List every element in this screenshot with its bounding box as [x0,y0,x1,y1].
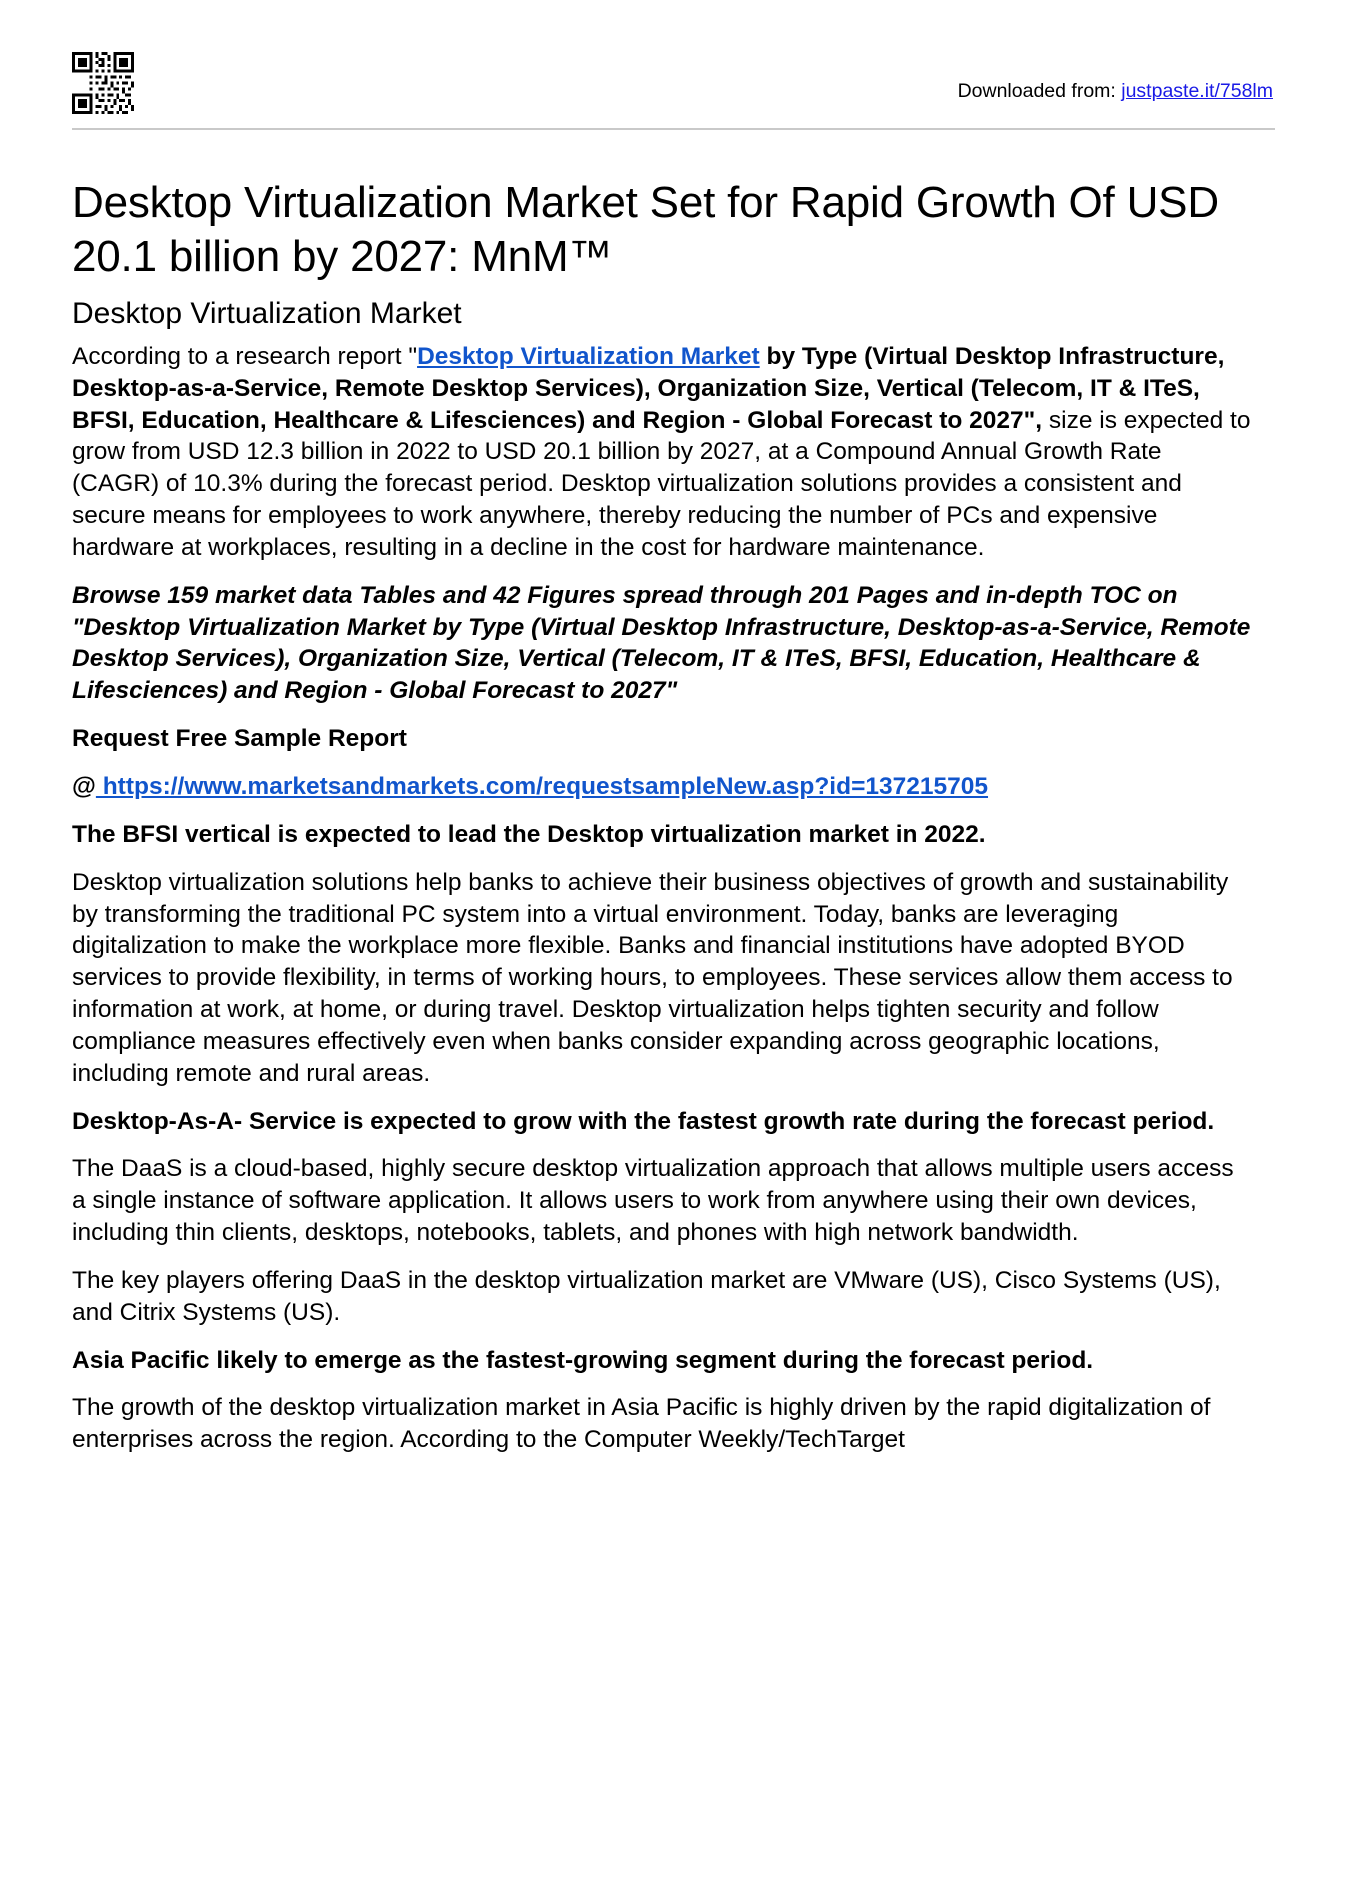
header-divider [72,128,1275,130]
intro-paragraph [72,341,1254,564]
daas-heading: Desktop-As-A- Service is expected to grow with the fastest growth rate during the forecast period. [72,1107,1215,1135]
qr-code-icon [72,52,134,114]
intro-bold-tail: by Type (Virtual Desktop Infrastructure, Desktop-as-a-Service, Remote Desktop Services), Organization Size, Vertical (Telecom, IT & ITeS, BFSI, Education, Healthcare & Lifesciences) and Region - Global Forecast to 2027", [72,342,1225,434]
at-symbol: @ [72,772,96,800]
intro-lead: According to a research report " [72,342,418,370]
desktop-virtualization-market-link[interactable]: Desktop Virtualization Market [417,342,760,370]
document-body [72,176,1254,1456]
downloaded-from-label: Downloaded from: [957,80,1116,102]
bfsi-paragraph: Desktop virtualization solutions help banks to achieve their business objectives of growth and sustainability by transforming the traditional PC system into a virtual environment. Today, banks are leveraging digitalization to make the workplace more flexible. Banks and financial institutions have adopted BYOD services to provide flexibility, in terms of working hours, to employees. These services allow them access to information at work, at home, or during travel. Desktop virtualization helps tighten security and follow compliance measures effectively even when banks consider expanding across geographic locations, including remote and rural areas. [72,868,1233,1087]
asia-pacific-heading: Asia Pacific likely to emerge as the fastest-growing segment during the forecast period. [72,1346,1094,1374]
asia-pacific-paragraph: The growth of the desktop virtualization market in Asia Pacific is highly driven by the rapid digitalization of enterprises across the region. According to the Computer Weekly/TechTarget [72,1394,1211,1454]
page-title: Desktop Virtualization Market Set for Rapid Growth Of USD 20.1 billion by 2027: MnM™ [72,178,1219,281]
key-players-paragraph: The key players offering DaaS in the desktop virtualization market are VMware (US), Cisco Systems (US), and Citrix Systems (US). [72,1266,1221,1326]
daas-paragraph: The DaaS is a cloud-based, highly secure desktop virtualization approach that allows multiple users access a single instance of software application. It allows users to work from anywhere using their own devices, including thin clients, desktops, notebooks, tablets, and phones with high network bandwidth. [72,1155,1234,1247]
page-subtitle: Desktop Virtualization Market [72,297,462,331]
sample-url-line [72,771,1254,803]
page-header [72,52,1273,130]
downloaded-from-link[interactable]: justpaste.it/758lm [1121,80,1273,102]
downloaded-from [958,80,1273,103]
request-sample-url-link[interactable]: https://www.marketsandmarkets.com/requestsampleNew.asp?id=137215705 [95,772,989,800]
request-sample-heading: Request Free Sample Report [72,725,407,753]
intro-rest: size is expected to grow from USD 12.3 billion in 2022 to USD 20.1 billion by 2027, at a Compound Annual Growth Rate (CAGR) of 10.3% during the forecast period. Desktop virtualization solutions provides a consistent and secure means for employees to work anywhere, thereby reducing the number of PCs and expensive hardware at workplaces, resulting in a decline in the cost for hardware maintenance. [72,406,1251,561]
bfsi-heading: The BFSI vertical is expected to lead the Desktop virtualization market in 2022. [72,820,986,848]
browse-toc-paragraph: Browse 159 market data Tables and 42 Figures spread through 201 Pages and in-depth TOC on "Desktop Virtualization Market by Type (Virtual Desktop Infrastructure, Desktop-as-a-Service, Remote Desktop Services), Organization Size, Vertical (Telecom, IT & ITeS, BFSI, Education, Healthcare & Lifesciences) and Region - Global Forecast to 2027" [72,581,1251,705]
